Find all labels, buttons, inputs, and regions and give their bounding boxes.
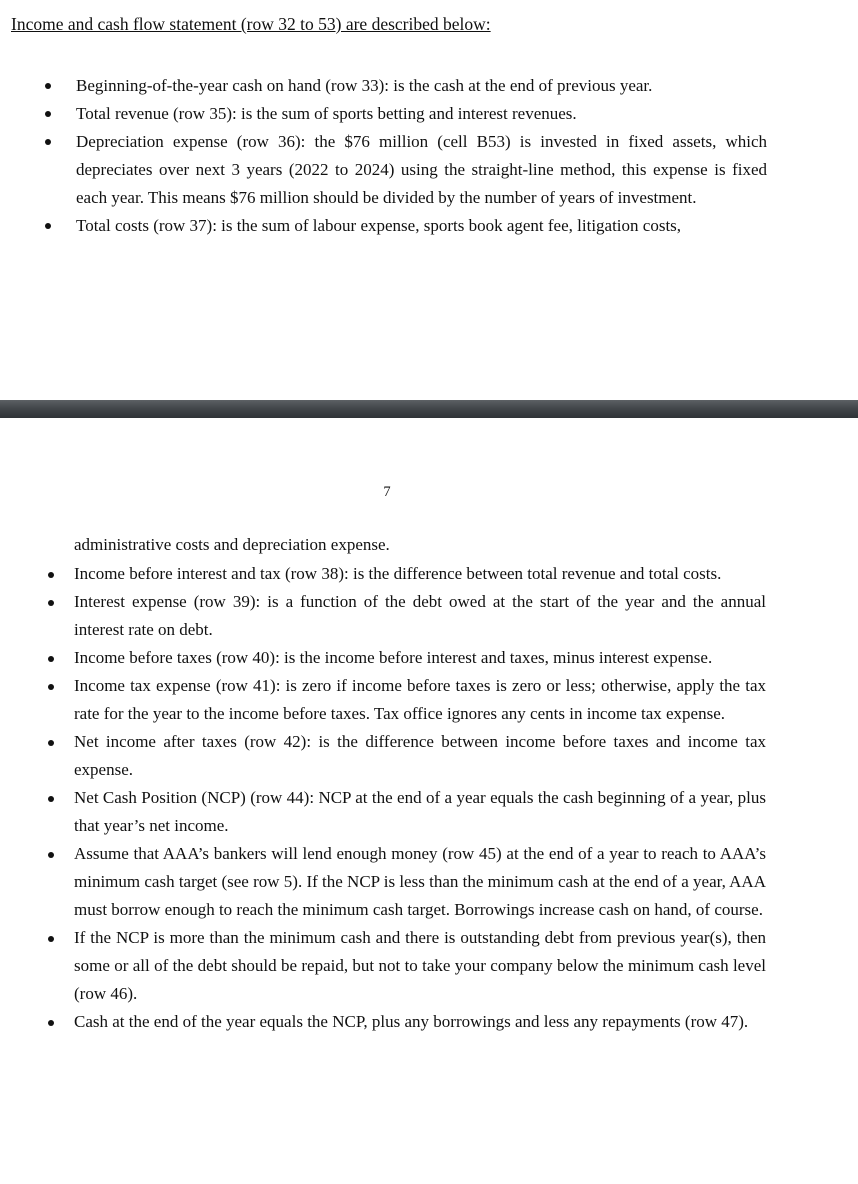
- list-item: [74, 840, 766, 924]
- list-item-text: Income before taxes (row 40): is the income before interest and taxes, minus interest expense.: [74, 648, 713, 667]
- list-item-text: Assume that AAA’s bankers will lend enough money (row 45) at the end of a year to reach to AAA’s minimum cash target (see row 5). If the NCP is less than the minimum cash at the end of a year, AAA must borrow enough to reach the minimum cash target. Borrowings increase cash on hand, of course.: [74, 844, 766, 919]
- list-item-text: Depreciation expense (row 36): the $76 million (cell B53) is invested in fixed assets, which depreciates over next 3 years (2022 to 2024) using the straight-line method, this expense is fixed each year. This means $76 million should be divided by the number of years of investment.: [76, 132, 767, 207]
- page-break-divider: [0, 400, 858, 418]
- bullet-icon: [48, 656, 54, 662]
- list-item: [76, 128, 767, 212]
- list-item: [74, 784, 766, 840]
- list-item: [74, 728, 766, 784]
- bullet-icon: [48, 600, 54, 606]
- bullet-icon: [48, 1020, 54, 1026]
- list-item-text: Net Cash Position (NCP) (row 44): NCP at the end of a year equals the cash beginning of a year, plus that year’s net income.: [74, 788, 766, 835]
- bullet-icon: [48, 684, 54, 690]
- list-item-text: Income before interest and tax (row 38): is the difference between total revenue and total costs.: [74, 564, 722, 583]
- list-item: [74, 644, 766, 672]
- bullet-icon: [48, 796, 54, 802]
- list-item-text: Interest expense (row 39): is a function of the debt owed at the start of the year and the annual interest rate on debt.: [74, 592, 766, 639]
- list-item: [74, 1008, 766, 1036]
- list-item-text: Cash at the end of the year equals the NCP, plus any borrowings and less any repayments (row 47).: [74, 1012, 749, 1031]
- list-item: [76, 100, 767, 128]
- page-number: 7: [383, 484, 391, 500]
- list-item: [74, 588, 766, 644]
- list-item-text: Net income after taxes (row 42): is the difference between income before taxes and income tax expense.: [74, 732, 766, 779]
- list-item-text: If the NCP is more than the minimum cash and there is outstanding debt from previous year(s), then some or all of the debt should be repaid, but not to take your company below the minimum cash level (row 46).: [74, 928, 766, 1003]
- bullet-icon: [48, 572, 54, 578]
- list-item-text: Total revenue (row 35): is the sum of sports betting and interest revenues.: [76, 104, 577, 123]
- page-top: [0, 0, 858, 400]
- list-item-text: Income tax expense (row 41): is zero if income before taxes is zero or less; otherwise, apply the tax rate for the year to the income before taxes. Tax office ignores any cents in income tax expense.: [74, 676, 766, 723]
- list-item: [74, 924, 766, 1008]
- bullet-icon: [48, 852, 54, 858]
- bullet-icon: [45, 223, 51, 229]
- list-item: [76, 72, 767, 100]
- continuation-text: administrative costs and depreciation expense.: [74, 535, 390, 554]
- bullet-icon: [45, 83, 51, 89]
- list-item-text: Beginning-of-the-year cash on hand (row 33): is the cash at the end of previous year.: [76, 76, 653, 95]
- top-bullet-list: [76, 72, 767, 240]
- bottom-bullet-list: [74, 560, 766, 1036]
- section-heading: Income and cash flow statement (row 32 to 53) are described below:: [11, 14, 491, 34]
- bullet-icon: [48, 936, 54, 942]
- list-item-text: Total costs (row 37): is the sum of labour expense, sports book agent fee, litigation costs,: [76, 216, 682, 235]
- list-item: [74, 560, 766, 588]
- list-item: [76, 212, 767, 240]
- bullet-icon: [45, 111, 51, 117]
- bullet-icon: [48, 740, 54, 746]
- list-item: [74, 672, 766, 728]
- bullet-icon: [45, 139, 51, 145]
